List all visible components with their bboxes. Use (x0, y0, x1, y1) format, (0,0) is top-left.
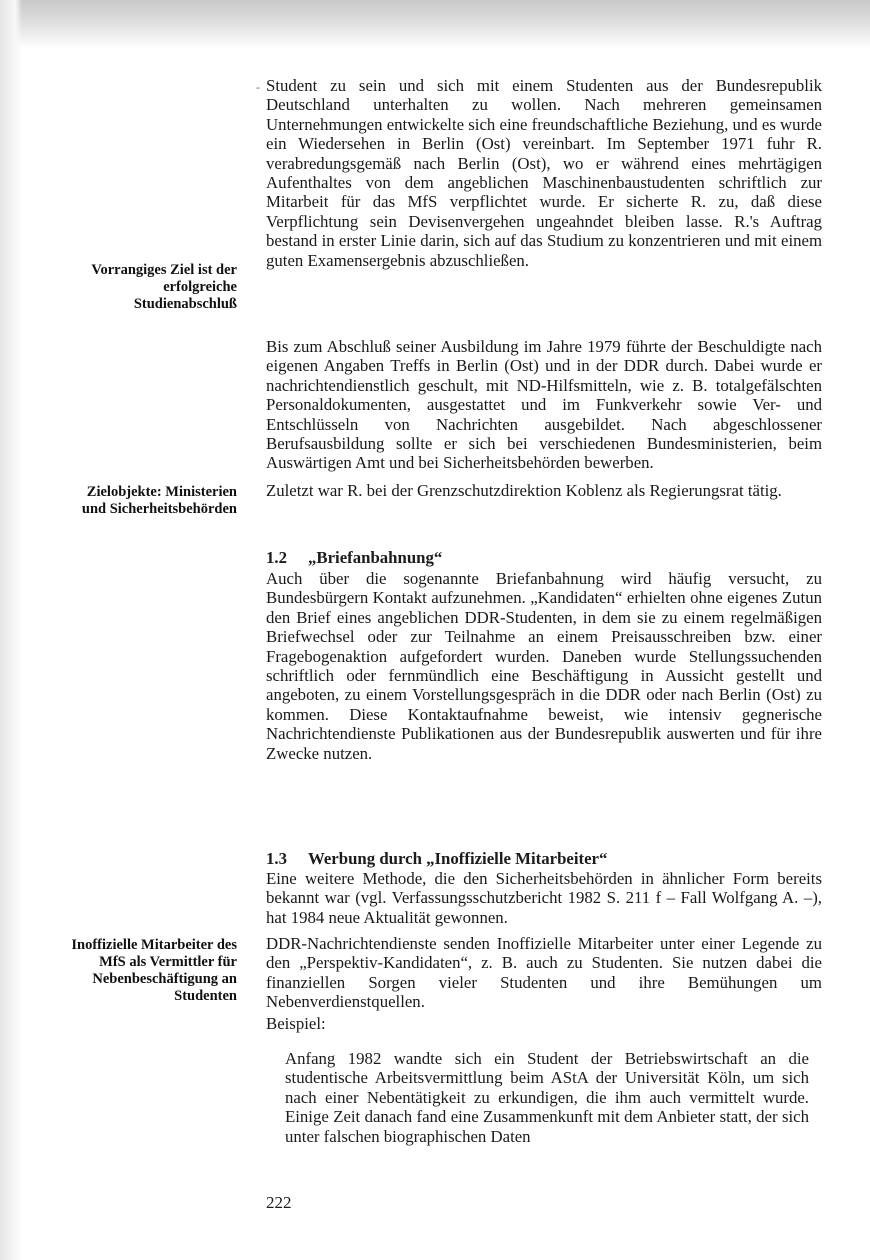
section-number: 1.3 (266, 849, 287, 868)
example-label-text: Beispiel: (266, 1014, 326, 1033)
example-block: Anfang 1982 wandte sich ein Student der Betriebswirtschaft an die studentische Arbeitsvermittlung beim AStA der Universität Köln, um sich nach einer Nebentätigkeit zu erkundigen, die ihm auch vermittelt wurde. Einige Zeit danach fand eine Zusammenkunft mit dem Anbieter statt, der sich unter falschen biographischen Daten (285, 1049, 809, 1146)
page-number: 222 (266, 1193, 292, 1212)
margin-note-target-objects: Zielobjekte: Ministerien und Sicherheitsbehörden (81, 484, 237, 517)
section-1-3-text-2 (266, 934, 822, 1012)
section-heading-1-3 (266, 849, 607, 869)
paragraph-1: Student zu sein und sich mit einem Studenten aus der Bundesrepublik Deutschland unterhalten zu wollen. Nach mehreren gemeinsamen Unternehmungen entwickelte sich eine freundschaftliche Beziehung, und es wurde ein Wiedersehen in Berlin (Ost) vereinbart. Im September 1971 fuhr R. verabredungsgemäß nach Berlin (Ost), wo er während eines mehrtägigen Aufenthaltes von dem angeblichen Maschinenbaustudenten schriftlich zur Mitarbeit für das MfS verpflichtet wurde. Er sicherte R. zu, daß diese Verpflichtung sein Devisenvergehen ungeahndet bleiben lasse. R.'s Auftrag bestand in erster Linie darin, sich auf das Studium zu konzentrieren und mit einem guten Examensergebnis abzuschließen. (266, 76, 822, 270)
scan-shadow-top (0, 0, 870, 48)
section-1-2-text (266, 569, 822, 763)
example-label (266, 1014, 822, 1033)
section-1-2-paragraph: Auch über die sogenannte Briefanbahnung wird häufig versucht, zu Bundesbürgern Kontakt aufzunehmen. „Kandidaten“ erhielten ohne eigenes Zutun den Brief eines angeblichen DDR-Studenten, in dem sie zu einem regelmäßigen Briefwechsel oder zur Teilnahme an einem Preisausschreiben bzw. einer Fragebogenaktion aufgefordert wurden. Daneben wurde Stellungssuchenden schriftlich oder fernmündlich eine Beschäftigung in Aussicht gestellt und angeboten, zu einem Vorstellungsgespräch in die DDR oder nach Berlin (Ost) zu kommen. Diese Kontaktaufnahme beweist, wie intensiv gegnerische Nachrichtendienste Publikationen aus der Bundesrepublik auswerten und für ihre Zwecke nutzen. (266, 569, 822, 763)
section-1-3-paragraph-2: DDR-Nachrichtendienste senden Inoffizielle Mitarbeiter unter einer Legende zu den „Perspektiv-Kandidaten“, z. B. auch zu Studenten. Sie nutzen dabei die finanziellen Sorgen vieler Studenten und ihre Bemühungen um Nebenverdienstquellen. (266, 934, 822, 1012)
section-number: 1.2 (266, 548, 287, 567)
paragraph-training (266, 337, 822, 473)
margin-note-study-goal: Vorrangiges Ziel ist der erfolgreiche Studienabschluß (91, 262, 237, 312)
paragraph-student-recruitment (266, 76, 822, 270)
section-1-3-text-1 (266, 869, 822, 927)
paragraph-last-position (266, 481, 822, 500)
paragraph-3: Zuletzt war R. bei der Grenzschutzdirektion Koblenz als Regierungsrat tätig. (266, 481, 782, 500)
section-title: „Briefanbahnung“ (308, 548, 443, 567)
scan-shadow-left (0, 0, 22, 1260)
paragraph-2: Bis zum Abschluß seiner Ausbildung im Jahre 1979 führte der Beschuldigte nach eigenen Angaben Treffs in Berlin (Ost) und in der DDR durch. Dabei wurde er nachrichtendienstlich geschult, mit ND-Hilfsmitteln, wie z. B. totalgefälschten Personaldokumenten, ausgestattet und im Funkverkehr sowie Ver- und Entschlüsseln von Nachrichten ausgebildet. Nach abgeschlossener Berufsausbildung sollte er sich bei verschiedenen Bundesministerien, beim Auswärtigen Amt und bei Sicherheitsbehörden bewerben. (266, 337, 822, 473)
section-title: Werbung durch „Inoffizielle Mitarbeiter“ (308, 849, 608, 868)
stray-mark: - (256, 80, 260, 94)
section-heading-1-2 (266, 548, 442, 568)
section-1-3-paragraph-1: Eine weitere Methode, die den Sicherheitsbehörden in ähnlicher Form bereits bekannt war (vgl. Verfassungsschutzbericht 1982 S. 211 f – Fall Wolfgang A. –), hat 1984 neue Aktualität gewonnen. (266, 869, 822, 927)
margin-note-informal-employees: Inoffizielle Mitarbeiter des MfS als Vermittler für Nebenbeschäftigung an Studenten (71, 937, 237, 1004)
